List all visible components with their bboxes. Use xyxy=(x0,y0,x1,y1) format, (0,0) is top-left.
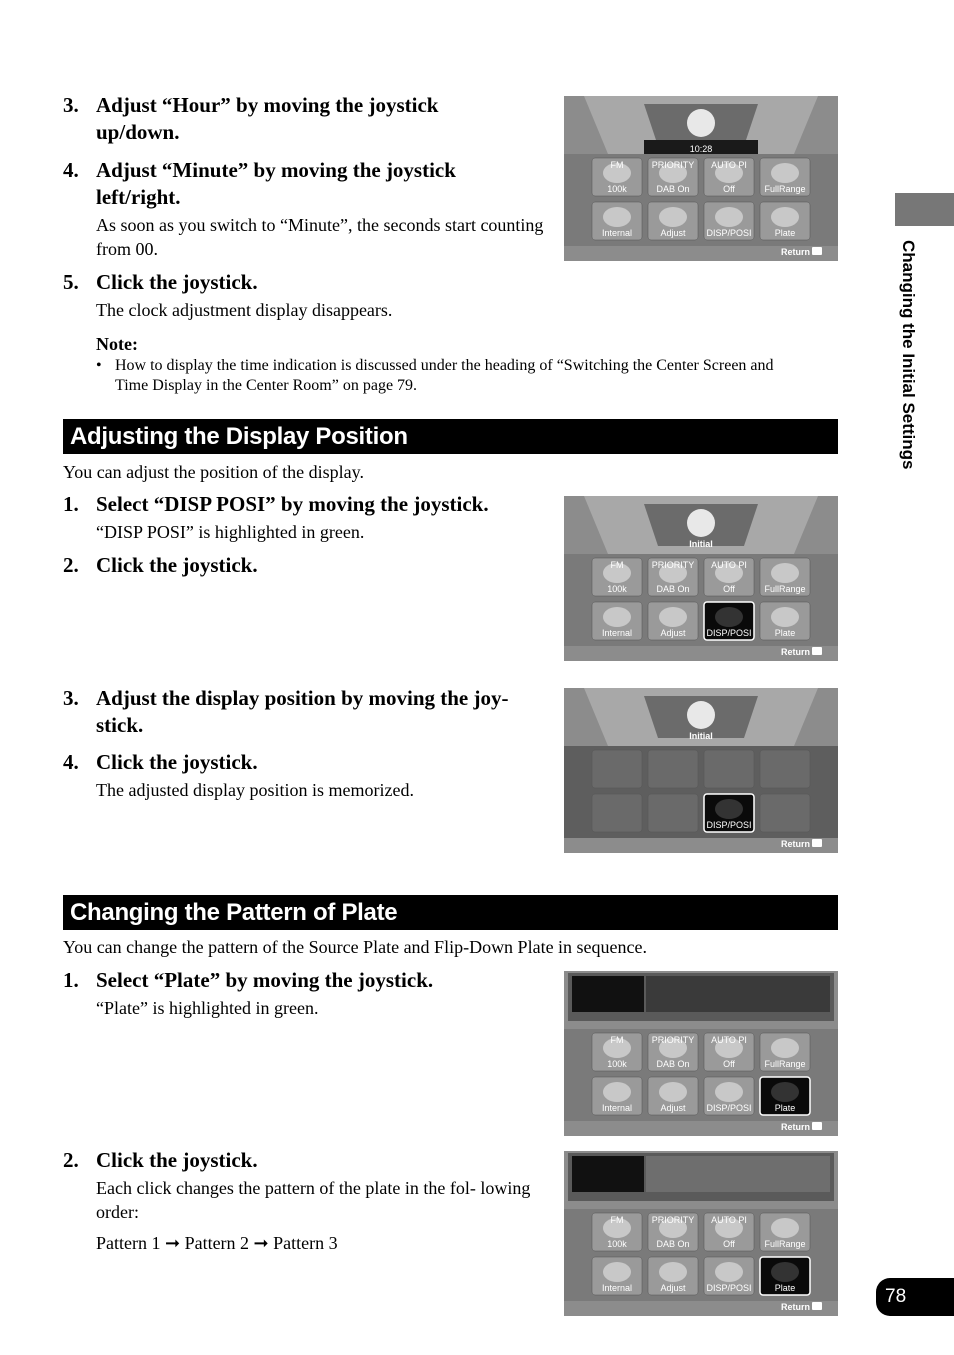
svg-text:Adjust: Adjust xyxy=(660,1103,686,1113)
svg-text:FM: FM xyxy=(610,1035,624,1045)
section-heading-plate: Changing the Pattern of Plate xyxy=(63,895,838,930)
plate-step-2-body: Each click changes the pattern of the plate in the fol- lowing order: xyxy=(96,1178,531,1222)
svg-text:FullRange: FullRange xyxy=(764,1239,806,1249)
svg-text:Initial: Initial xyxy=(689,731,713,741)
svg-text:Off: Off xyxy=(723,1059,735,1069)
svg-text:DISP/POSI: DISP/POSI xyxy=(706,820,752,830)
chapter-tab-marker xyxy=(895,193,954,226)
svg-text:FullRange: FullRange xyxy=(764,184,806,194)
step-5-body: The clock adjustment display disappears. xyxy=(96,300,393,320)
svg-text:Return: Return xyxy=(781,647,810,657)
plate-intro: You can change the pattern of the Source Plate and Flip-Down Plate in sequence. xyxy=(63,937,648,957)
step-4-body: As soon as you switch to “Minute”, the seconds start counting from 00. xyxy=(96,215,544,259)
svg-text:DISP/POSI: DISP/POSI xyxy=(706,228,752,238)
svg-text:Internal: Internal xyxy=(601,1103,633,1113)
dp-step-1-body: “DISP POSI” is highlighted in green. xyxy=(96,522,365,542)
pattern-sequence: Pattern 1 ➞ Pattern 2 ➞ Pattern 3 xyxy=(96,1233,338,1253)
svg-text:100k: 100k xyxy=(607,1239,627,1249)
svg-text:Plate: Plate xyxy=(774,1103,796,1113)
svg-text:Internal: Internal xyxy=(601,1283,633,1293)
svg-text:Adjust: Adjust xyxy=(660,228,686,238)
svg-text:AUTO PI: AUTO PI xyxy=(711,160,747,170)
svg-text:Plate: Plate xyxy=(774,1283,796,1293)
screenshot-disp-posi-adjust xyxy=(564,688,838,853)
svg-text:DISP/POSI: DISP/POSI xyxy=(706,1283,752,1293)
svg-text:Off: Off xyxy=(723,184,735,194)
svg-text:DISP/POSI: DISP/POSI xyxy=(706,1103,752,1113)
svg-text:Initial: Initial xyxy=(689,539,713,549)
svg-text:PRIORITY: PRIORITY xyxy=(651,160,695,170)
svg-text:DAB On: DAB On xyxy=(656,184,690,194)
svg-text:10:28: 10:28 xyxy=(689,144,713,154)
svg-text:Off: Off xyxy=(723,1239,735,1249)
svg-text:100k: 100k xyxy=(607,1059,627,1069)
svg-text:PRIORITY: PRIORITY xyxy=(651,560,695,570)
svg-text:FM: FM xyxy=(610,560,624,570)
svg-text:AUTO PI: AUTO PI xyxy=(711,1215,747,1225)
svg-text:DAB On: DAB On xyxy=(656,1059,690,1069)
svg-text:AUTO PI: AUTO PI xyxy=(711,560,747,570)
section-heading-display-position: Adjusting the Display Position xyxy=(63,419,838,454)
svg-text:FullRange: FullRange xyxy=(764,584,806,594)
note-title: Note: xyxy=(96,334,138,354)
svg-text:Plate: Plate xyxy=(774,228,796,238)
svg-text:FM: FM xyxy=(610,160,624,170)
screenshot-disp-posi-selected xyxy=(564,496,838,661)
svg-text:Off: Off xyxy=(723,584,735,594)
svg-text:Return: Return xyxy=(781,1122,810,1132)
screenshot-plate-selected xyxy=(564,971,838,1136)
svg-text:DISP/POSI: DISP/POSI xyxy=(706,628,752,638)
svg-text:FullRange: FullRange xyxy=(764,1059,806,1069)
svg-text:Adjust: Adjust xyxy=(660,1283,686,1293)
plate-step-1-body: “Plate” is highlighted in green. xyxy=(96,998,319,1018)
svg-text:Plate: Plate xyxy=(774,628,796,638)
svg-text:Adjust: Adjust xyxy=(660,628,686,638)
svg-text:100k: 100k xyxy=(607,184,627,194)
page-number: 78 xyxy=(876,1278,954,1316)
svg-text:PRIORITY: PRIORITY xyxy=(651,1035,695,1045)
svg-text:FM: FM xyxy=(610,1215,624,1225)
svg-text:Return: Return xyxy=(781,247,810,257)
dp-step-4-body: The adjusted display position is memorized. xyxy=(96,780,414,800)
svg-text:DAB On: DAB On xyxy=(656,584,690,594)
svg-text:Internal: Internal xyxy=(601,228,633,238)
svg-text:AUTO PI: AUTO PI xyxy=(711,1035,747,1045)
svg-text:DAB On: DAB On xyxy=(656,1239,690,1249)
svg-text:PRIORITY: PRIORITY xyxy=(651,1215,695,1225)
svg-text:100k: 100k xyxy=(607,584,627,594)
svg-text:Return: Return xyxy=(781,1302,810,1312)
svg-text:Return: Return xyxy=(781,839,810,849)
display-position-intro: You can adjust the position of the display. xyxy=(63,462,364,482)
screenshot-plate-pattern xyxy=(564,1151,838,1316)
chapter-side-label: Changing the Initial Settings xyxy=(899,240,918,470)
screenshot-clock-adjust xyxy=(564,96,838,261)
svg-text:Internal: Internal xyxy=(601,628,633,638)
